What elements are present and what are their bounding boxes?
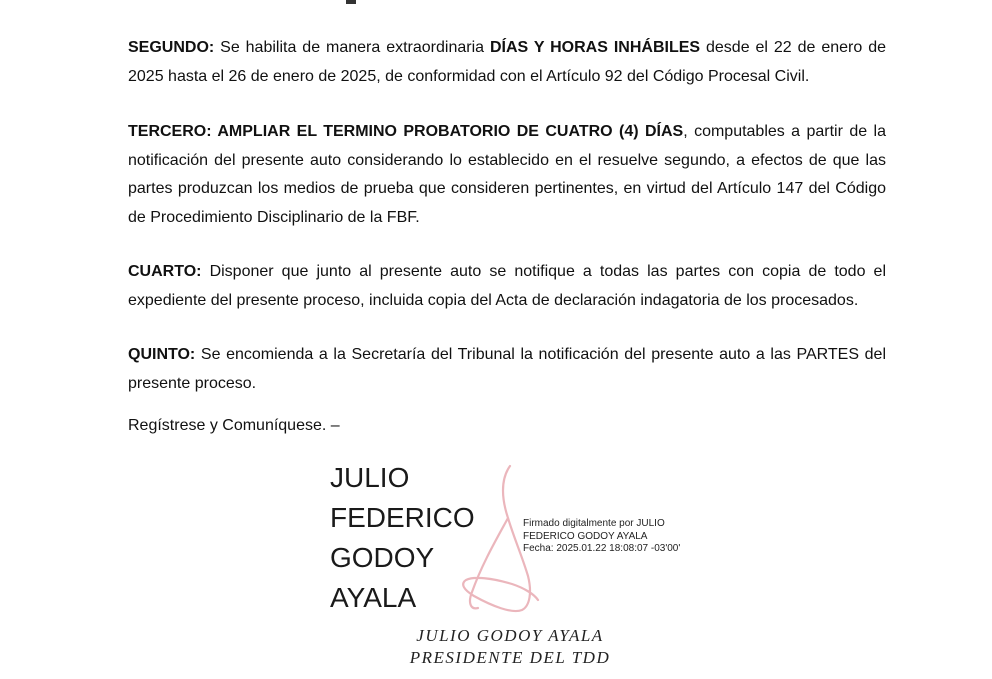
closing-line: Regístrese y Comuníquese. – (128, 417, 340, 434)
paragraph-lead: SEGUNDO: (128, 39, 215, 56)
paragraph-bold-text: DÍAS Y HORAS INHÁBILES (489, 39, 701, 56)
paragraph-text: Se encomienda a la Secretaría del Tribunal la notificación del presente auto a las PARTES del presente proceso. (128, 346, 886, 392)
paragraph-text: desde el 22 de enero de 2025 hasta el 26 de enero de 2025, de conformidad con el Artículo 92 del Código Procesal Civil. (128, 39, 887, 85)
signer-name-line: AYALA (330, 582, 417, 613)
digital-signature-line: Fecha: 2025.01.22 18:08:07 -03'00' (523, 543, 681, 554)
paragraph-text: , computables a partir de la notificación del presente auto considerando lo establecido en el resuelve segundo, a efectos de que las partes produzcan los medios de prueba que consideren pertinentes, en virtud del Artículo 147 del Código de Procedimiento Disciplinario de la FBF. (128, 123, 886, 226)
digital-signature-line: FEDERICO GODOY AYALA (523, 530, 648, 542)
paragraph-lead: QUINTO: (128, 346, 196, 363)
paragraph-text: Disponer que junto al presente auto se notifique a todas las partes con copia de todo el expediente del presente proceso, incluida copia del Acta de declaración indagatoria de los procesados. (128, 263, 886, 309)
paragraph-tercero (128, 118, 886, 232)
signer-name-line: GODOY (330, 542, 435, 573)
signer-name-line: FEDERICO (330, 502, 475, 533)
official-stamp (360, 625, 660, 669)
paragraph-lead: CUARTO: (128, 263, 202, 280)
paragraph-lead: TERCERO: AMPLIAR EL TERMINO PROBATORIO DE CUATRO (4) DÍAS (128, 123, 684, 140)
signer-name-line: JULIO (330, 462, 410, 493)
stamp-line-name: JULIO GODOY AYALA (416, 626, 604, 645)
paragraph-quinto (128, 341, 886, 398)
stamp-line-title: PRESIDENTE DEL TDD (409, 648, 611, 667)
digital-signature-line: Firmado digitalmente por JULIO (523, 518, 665, 529)
digital-signature-info (523, 518, 680, 556)
paragraph-cuarto (128, 258, 886, 315)
paragraph-segundo (128, 34, 886, 91)
paragraph-text: Se habilita de manera extraordinaria (214, 39, 490, 56)
cut-off-text-fragment (346, 0, 356, 4)
